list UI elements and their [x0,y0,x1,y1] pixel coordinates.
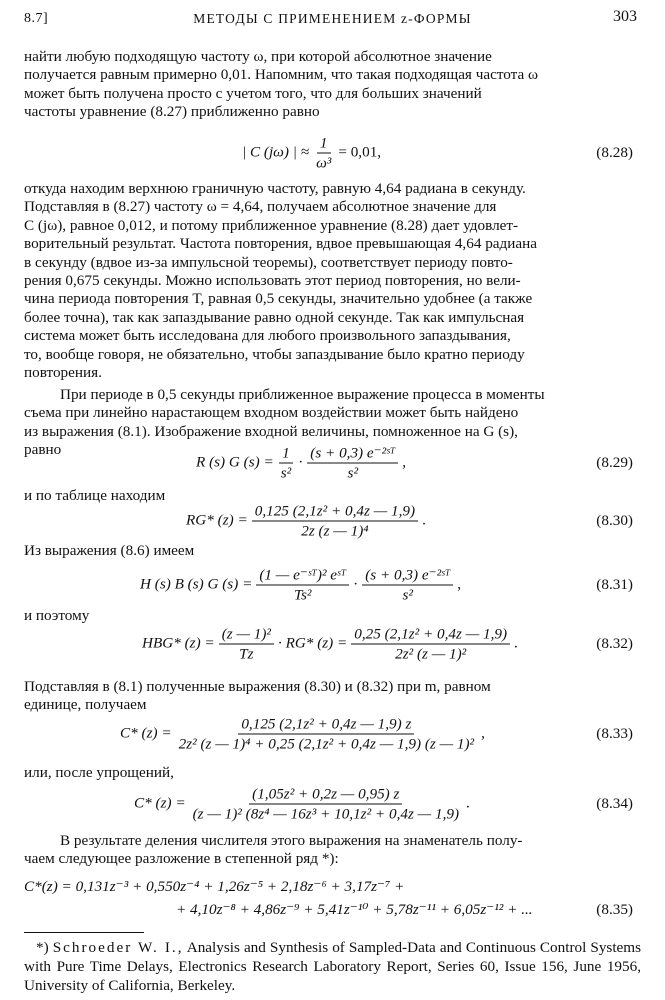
section-number: 8.7] [24,11,49,26]
text-line: в секунду (вдвое из-за импульсной теоремы), соответствует периоду повто- [24,253,513,271]
numerator: 0,125 (2,1z² + 0,4z — 1,9) z [238,716,414,735]
equation-number: (8.30) [596,511,633,529]
numerator: (s + 0,3) e⁻²ˢᵀ [362,567,453,586]
equation-8-30 [24,500,641,542]
text-line: ворительный результат. Частота повторения, вдвое превышающая 4,64 радиана [24,235,538,253]
numerator: 1 [279,445,293,464]
text-line: единице, получаем [24,696,147,714]
text-line: может быть получена просто с учетом того, что для больших значений [24,84,482,102]
fraction [278,445,294,482]
equation-8-33 [24,712,641,756]
text-line: Подставляя в (8.27) частоту ω = 4,64, получаем абсолютное значение для [24,198,497,216]
equation-number: (8.31) [596,575,633,593]
fraction [362,567,453,604]
text-line: чина периода повторения T, равная 0,5 секунды, значительно удобнее (а также [24,290,533,308]
text-line: При периоде в 0,5 секунды приближенное выражение процесса в моменты [60,386,545,403]
text-line: то, вообще говоря, не обязательно, чтобы запаздывание было кратно периоду [24,345,525,363]
fraction [256,567,349,604]
text-line: получается равным примерно 0,01. Напомним, что такая подходящая частота ω [24,66,539,84]
denominator: ω³ [316,154,332,172]
footnote-author: Schroeder W. I., [52,939,184,956]
text-line: съема при линейно нарастающем входном воздействии может быть найдено [24,404,519,422]
eq-tail: . [422,511,426,529]
dot-operator: · [353,575,359,593]
denominator: s² [402,586,413,604]
numerator: 0,125 (2,1z² + 0,4z — 1,9) [252,503,418,522]
dot-operator: · [298,453,304,471]
page [24,0,641,1000]
footnote [24,938,641,995]
equation-8-35 [24,876,641,924]
equation-number: (8.28) [596,143,633,161]
equation-number: (8.33) [596,724,633,742]
equation-number: (8.35) [596,901,633,918]
equation-8-34 [24,782,641,826]
numerator: (1,05z² + 0,2z — 0,95) z [249,786,402,805]
footnote-text: Analysis and Synthesis of Sampled-Data and Continuous Control Systems with Pure Time Delays, Electronics Research Laboratory Report, Series 60, Issue 156, June 1956, University of California, Berkeley. [24,939,642,994]
denominator: 2z² (z — 1)⁴ + 0,25 (2,1z² + 0,4z — 1,9) (z — 1)² [178,735,475,753]
fraction [313,135,334,172]
text-line: повторения. [24,364,102,382]
eq-lhs: HBG* (z) = [142,634,215,652]
denominator: s² [280,464,292,482]
series-line-1: C*(z) = 0,131z⁻³ + 0,550z⁻⁴ + 1,26z⁻⁵ + 2,18z⁻⁶ + 3,17z⁻⁷ + [24,878,405,895]
equation-number: (8.34) [596,794,633,812]
eq-tail: , [457,575,462,593]
text-line: из выражения (8.1). Изображение входной величины, помноженное на G (s), [24,422,518,440]
eq-tail: . [466,794,470,812]
text-line: и поэтому [24,607,90,624]
numerator: 0,25 (2,1z² + 0,4z — 1,9) [351,626,510,645]
numerator: 1 [317,135,331,154]
fraction [307,445,398,482]
eq-lhs: R (s) G (s) = [196,453,274,471]
running-header [24,8,641,30]
text-line: откуда находим верхнюю граничную частоту, равную 4,64 радиана в секунду. [24,180,526,197]
fraction [176,716,478,753]
series-line-2: + 4,10z⁻⁸ + 4,86z⁻⁹ + 5,41z⁻¹⁰ + 5,78z⁻¹¹ + 6,05z⁻¹² + ... [176,901,533,918]
denominator: 2z² (z — 1)² [395,645,467,663]
text-after-simplify [24,764,641,782]
equation-8-28 [24,133,641,173]
eq-middle: · RG* (z) = [277,634,348,652]
text-line: и по таблице находим [24,487,166,504]
fraction [252,503,418,540]
eq-lhs: H (s) B (s) G (s) = [140,575,253,593]
text-line: чаем следующее разложение в степенной ряд *): [24,850,339,868]
eq-rhs: = 0,01, [338,143,382,161]
text-line: система может быть исследована для любого произвольного запаздывания, [24,327,511,345]
numerator: (s + 0,3) e⁻²ˢᵀ [307,445,398,464]
text-line: Подставляя в (8.1) полученные выражения (8.30) и (8.32) при m, равном [24,678,491,695]
paragraph-1 [24,48,641,122]
page-number: 303 [613,8,637,25]
denominator: Ts² [293,586,312,604]
eq-lhs: C* (z) = [120,724,172,742]
fraction [351,626,510,663]
paragraph-2 [24,180,641,382]
text-from-8-6 [24,542,641,560]
text-line: рения 0,675 секунды. Можно использовать этот период повторения, но вели- [24,272,521,290]
text-line: частоты уравнение (8.27) приближенно равно [24,103,320,121]
paragraph-5 [24,832,641,869]
numerator: (z — 1)² [219,626,274,645]
fraction [219,626,274,663]
eq-lhs: RG* (z) = [186,511,248,529]
text-line: или, после упрощений, [24,764,174,781]
footnote-rule [24,932,144,933]
text-line: найти любую подходящую частоту ω, при которой абсолютное значение [24,48,492,65]
denominator: Tz [239,645,254,663]
text-line: В результате деления числителя этого выражения на знаменатель полу- [60,832,523,849]
equation-8-31 [24,563,641,607]
equation-number: (8.29) [596,453,633,471]
denominator: (z — 1)² (8z⁴ — 16z³ + 10,1z² + 0,4z — 1,9) [192,805,460,823]
equation-number: (8.32) [596,634,633,652]
fraction [190,786,462,823]
numerator: (1 — e⁻ˢᵀ)² eˢᵀ [256,567,349,586]
equation-8-29 [24,441,641,485]
text-line: более точна), так как запаздывание равно одной секунде. Так как импульсная [24,308,525,326]
eq-tail: , [481,724,485,742]
eq-tail: , [402,453,407,471]
denominator: s² [347,464,359,482]
text-line: Из выражения (8.6) имеем [24,542,195,559]
denominator: 2z (z — 1)⁴ [301,522,369,540]
text-line: C (jω), равное 0,012, и потому приближенное уравнение (8.28) дает удовлет- [24,216,519,234]
eq-tail: . [514,634,518,652]
text-line: равно [24,441,62,459]
eq-lhs: | C (jω) | ≈ [242,143,310,161]
footnote-mark: *) [36,939,49,956]
eq-lhs: C* (z) = [134,794,186,812]
header-title: МЕТОДЫ С ПРИМЕНЕНИЕМ z-ФОРМЫ [193,11,472,26]
paragraph-4 [24,678,641,715]
equation-8-32 [24,622,641,666]
